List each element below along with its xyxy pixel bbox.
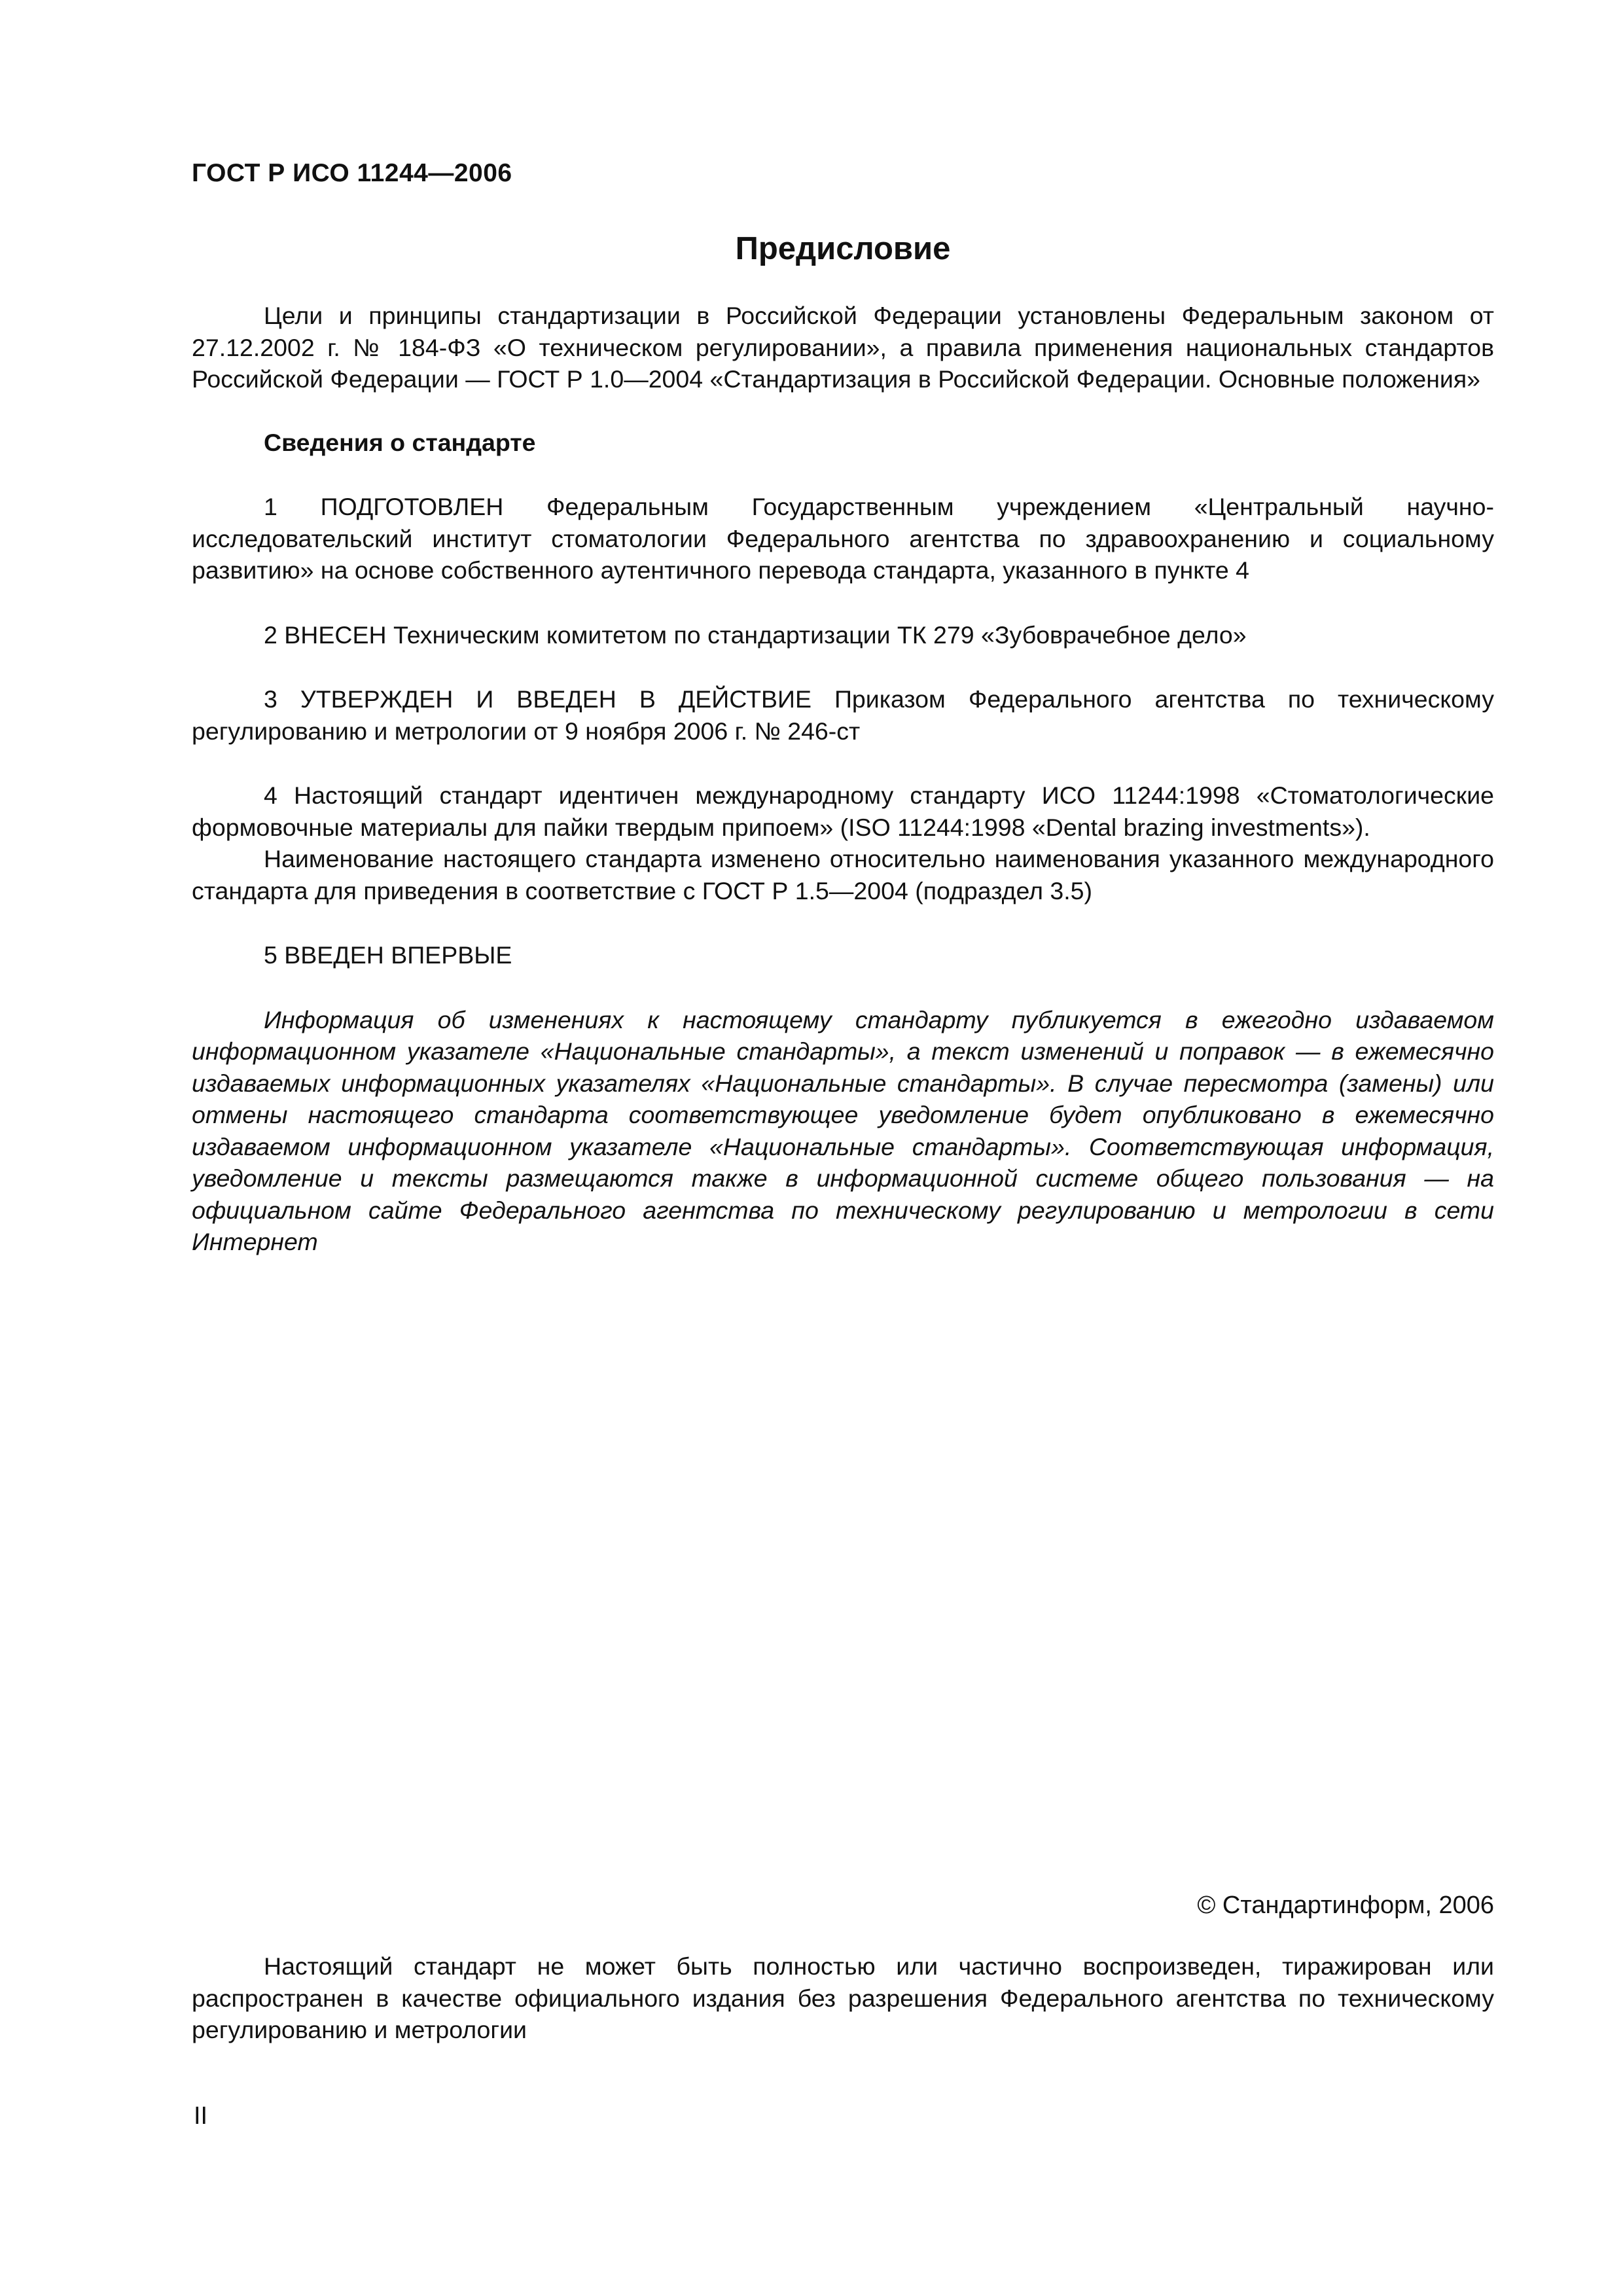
preface-body: [192, 300, 1494, 1258]
intro-paragraph: Цели и принципы стандартизации в Российской Федерации установлены Федеральным законом от 27.12.2002 г. № 184-ФЗ «О техническом регулировании», а правила применения национальных стандартов Российской Федерации — ГОСТ Р 1.0—2004 «Стандартизация в Российской Федерации. Основные положения»: [192, 302, 1494, 393]
page-number: II: [194, 2102, 208, 2130]
item-approved: 3 УТВЕРЖДЕН И ВВЕДЕН В ДЕЙСТВИЕ Приказом Федерального агентства по техническому регулированию и метрологии от 9 ноября 2006 г. № 246-ст: [192, 685, 1494, 745]
item-first-introduced: 5 ВВЕДЕН ВПЕРВЫЕ: [264, 941, 512, 969]
reproduction-notice: Настоящий стандарт не может быть полностью или частично воспроизведен, тиражирован или распространен в качестве официального издания без разрешения Федерального агентства по техническому регулированию и метрологии: [192, 1952, 1494, 2043]
page-title: Предисловие: [735, 231, 951, 266]
item-identical: 4 Настоящий стандарт идентичен международному стандарту ИСО 11244:1998 «Стоматологические формовочные материалы для пайки твердым припоем» (ISO 11244:1998 «Dental brazing investments»).: [192, 781, 1494, 841]
item-prepared: 1 ПОДГОТОВЛЕН Федеральным Государственным учреждением «Центральный научно-исследовательский институт стоматологии Федерального агентства по здравоохранению и социальному развитию» на основе собственного аутентичного перевода стандарта, указанного в пункте 4: [192, 493, 1494, 584]
copyright-line: © Стандартинформ, 2006: [1197, 1892, 1494, 1919]
info-notice: Информация об изменениях к настоящему стандарту публикуется в ежегодно издаваемом информационном указателе «Национальные стандарты», а текст изменений и поправок — в ежемесячно издаваемых информационных указателях «Национальные стандарты». В случае пересмотра (замены) или отмены настоящего стандарта соответствующее уведомление будет опубликовано в ежемесячно издаваемом информационном указателе «Национальные стандарты». Соответствующая информация, уведомление и тексты размещаются также в информационной системе общего пользования — на официальном сайте Федерального агентства по техническому регулированию и метрологии в сети Интернет: [192, 1005, 1494, 1255]
item-name-change: Наименование настоящего стандарта изменено относительно наименования указанного международного стандарта для приведения в соответствие с ГОСТ Р 1.5—2004 (подраздел 3.5): [192, 845, 1494, 905]
document-code: ГОСТ Р ИСО 11244—2006: [192, 159, 512, 187]
section-subheading: Сведения о стандарте: [264, 428, 536, 456]
item-submitted: 2 ВНЕСЕН Техническим комитетом по стандартизации ТК 279 «Зубоврачебное дело»: [264, 620, 1247, 649]
